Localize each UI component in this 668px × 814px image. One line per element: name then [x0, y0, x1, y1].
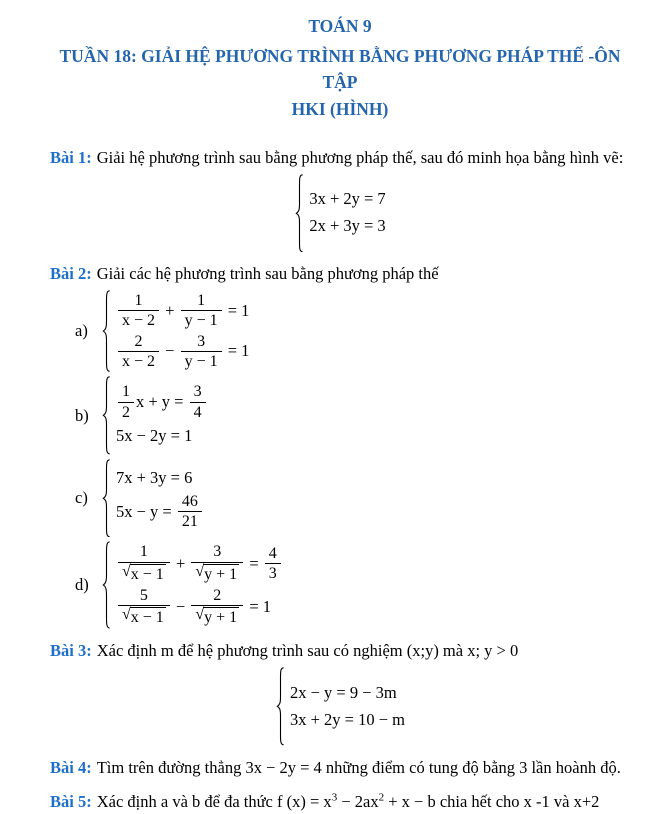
equation-text: 5x − y =	[116, 501, 176, 521]
problem-bai-2	[50, 262, 630, 286]
fraction-numerator: 1	[197, 292, 206, 310]
equation-line	[116, 292, 249, 330]
problem-1-text: Giải hệ phương trình sau bằng phương pháp thế, sau đó minh họa bằng hình vẽ:	[96, 147, 624, 167]
equation-line	[116, 493, 204, 531]
sqrt-expression	[195, 564, 239, 584]
problem-bai-3	[50, 639, 630, 663]
fraction-denominator: x − 2	[118, 310, 159, 329]
equation-text: =	[245, 553, 263, 573]
radical-icon: √	[122, 606, 131, 624]
left-brace-icon	[101, 376, 112, 455]
fraction	[118, 333, 159, 371]
equation-text: = 1	[223, 341, 250, 361]
fraction-numerator: 1	[134, 292, 143, 310]
bai1-equations	[309, 174, 385, 253]
sqrt-expression	[122, 564, 166, 584]
fraction	[118, 587, 170, 627]
equation-text: +	[171, 553, 190, 573]
equation-line	[116, 543, 283, 583]
fraction	[191, 543, 243, 583]
problem-bai-5	[50, 790, 630, 814]
radical-icon: √	[195, 562, 205, 580]
fraction-numerator: 46	[181, 492, 198, 510]
fraction-numerator: 3	[193, 383, 202, 401]
equation-line	[309, 214, 385, 238]
superscript: 3	[331, 791, 338, 804]
equation-text: = 1	[223, 300, 250, 320]
fraction-numerator: 1	[139, 543, 148, 561]
fraction-numerator: 2	[213, 586, 222, 604]
item-c-equation-system	[101, 459, 204, 538]
fraction-denominator	[191, 562, 243, 584]
equation-text: 2x − y = 9 − 3m	[289, 682, 397, 702]
item-b-equation-system	[101, 376, 208, 455]
problem-3-text: Xác định m để hệ phương trình sau có nghiệm (x;y) mà x; y > 0	[96, 641, 519, 661]
left-brace-icon	[101, 459, 112, 538]
bai1-equation-system	[294, 174, 385, 253]
bai2-item-d	[75, 541, 630, 629]
fraction	[118, 383, 134, 421]
equation-text: 2x + 3y = 3	[309, 216, 386, 236]
equation-text: 7x + 3y = 6	[116, 467, 193, 487]
radical-icon: √	[195, 606, 205, 624]
problem-5-label: Bài 5:	[50, 791, 92, 811]
radicand: y + 1	[204, 565, 238, 583]
radicand: x − 1	[130, 609, 164, 627]
page-title: TOÁN 9	[308, 16, 372, 36]
equation-line	[116, 424, 208, 448]
item-d-label: d)	[75, 575, 89, 595]
sqrt-expression	[195, 607, 239, 627]
item-a-equation-system	[101, 290, 249, 372]
fraction-numerator: 5	[139, 586, 148, 604]
equation-text: Xác định a và b để đa thức f (x) = x	[96, 791, 332, 811]
problem-1-label: Bài 1:	[50, 147, 92, 167]
fraction-denominator: 4	[190, 402, 206, 421]
equation-text: 3x + 2y = 10 − m	[289, 709, 405, 729]
bai3-equation-system	[275, 667, 405, 746]
page-subtitle	[50, 43, 630, 122]
bai3-system-row	[50, 667, 630, 746]
radical-icon: √	[122, 562, 131, 580]
fraction	[118, 292, 159, 330]
problem-bai-1	[50, 146, 630, 170]
bai1-system-row	[50, 174, 630, 253]
problem-4-label: Bài 4:	[50, 757, 92, 777]
equation-text: = 1	[245, 597, 271, 617]
subtitle-line-1: TUẦN 18: GIẢI HỆ PHƯƠNG TRÌNH BẰNG PHƯƠNG PHÁP THẾ -ÔN TẬP	[59, 46, 621, 93]
equation-line	[116, 466, 204, 490]
fraction-numerator: 2	[134, 332, 143, 350]
sqrt-expression	[122, 607, 166, 627]
bai2-item-c	[75, 459, 630, 538]
fraction-denominator: 2	[118, 402, 134, 421]
equation-line	[290, 681, 405, 705]
equation-text: x + y =	[136, 392, 188, 411]
fraction-denominator: y − 1	[181, 351, 222, 370]
left-brace-icon	[294, 174, 305, 253]
fraction-numerator: 1	[122, 383, 130, 401]
fraction	[190, 383, 206, 421]
subtitle-line-2: HKI (HÌNH)	[291, 98, 389, 119]
problem-5-text	[97, 792, 600, 811]
equation-text: Tìm trên đường thẳng 3x − 2y = 4 những điểm có tung độ bằng 3 lần hoành độ.	[96, 757, 621, 777]
equation-line	[116, 333, 249, 371]
fraction-denominator	[118, 562, 170, 584]
fraction-denominator: x − 2	[118, 351, 159, 370]
left-brace-icon	[101, 290, 112, 372]
fraction-denominator	[118, 605, 170, 627]
equation-text: +	[161, 300, 179, 320]
bai2-item-b	[75, 376, 630, 455]
problem-3-label: Bài 3:	[50, 641, 92, 661]
fraction-numerator: 3	[213, 543, 222, 561]
equation-line	[116, 587, 283, 627]
fraction-denominator: 21	[178, 511, 202, 530]
superscript: 2	[378, 791, 385, 804]
fraction	[181, 333, 222, 371]
fraction-denominator: 3	[265, 563, 281, 582]
left-brace-icon	[275, 667, 286, 746]
fraction	[265, 545, 281, 583]
problem-2-label: Bài 2:	[50, 264, 92, 284]
problem-2-text: Giải các hệ phương trình sau bằng phương pháp thế	[96, 264, 439, 284]
equation-text: 3x + 2y = 7	[309, 189, 386, 209]
equation-text: −	[171, 597, 190, 617]
equation-text: 5x − 2y = 1	[116, 425, 193, 445]
fraction-denominator: y − 1	[181, 310, 222, 329]
equation-line	[116, 383, 208, 421]
item-a-label: a)	[75, 321, 88, 341]
fraction-numerator: 4	[268, 544, 277, 562]
left-brace-icon	[101, 541, 112, 629]
equation-text: − 2ax	[337, 791, 379, 811]
fraction-numerator: 3	[197, 332, 206, 350]
item-d-equation-system	[101, 541, 283, 629]
item-c-label: c)	[75, 488, 88, 508]
fraction	[178, 493, 202, 531]
radicand: x − 1	[130, 565, 164, 583]
radicand: y + 1	[204, 609, 238, 627]
equation-text: + x − b chia hết cho x -1 và x+2	[384, 791, 600, 811]
fraction-denominator	[191, 605, 243, 627]
bai2-item-a	[75, 290, 630, 372]
equation-text: −	[161, 341, 179, 361]
equation-line	[309, 187, 385, 211]
problem-bai-4	[50, 756, 630, 780]
fraction	[191, 587, 243, 627]
fraction	[118, 543, 170, 583]
equation-line	[290, 708, 405, 732]
item-b-label: b)	[75, 405, 89, 425]
problem-4-text	[97, 758, 621, 777]
fraction	[181, 292, 222, 330]
